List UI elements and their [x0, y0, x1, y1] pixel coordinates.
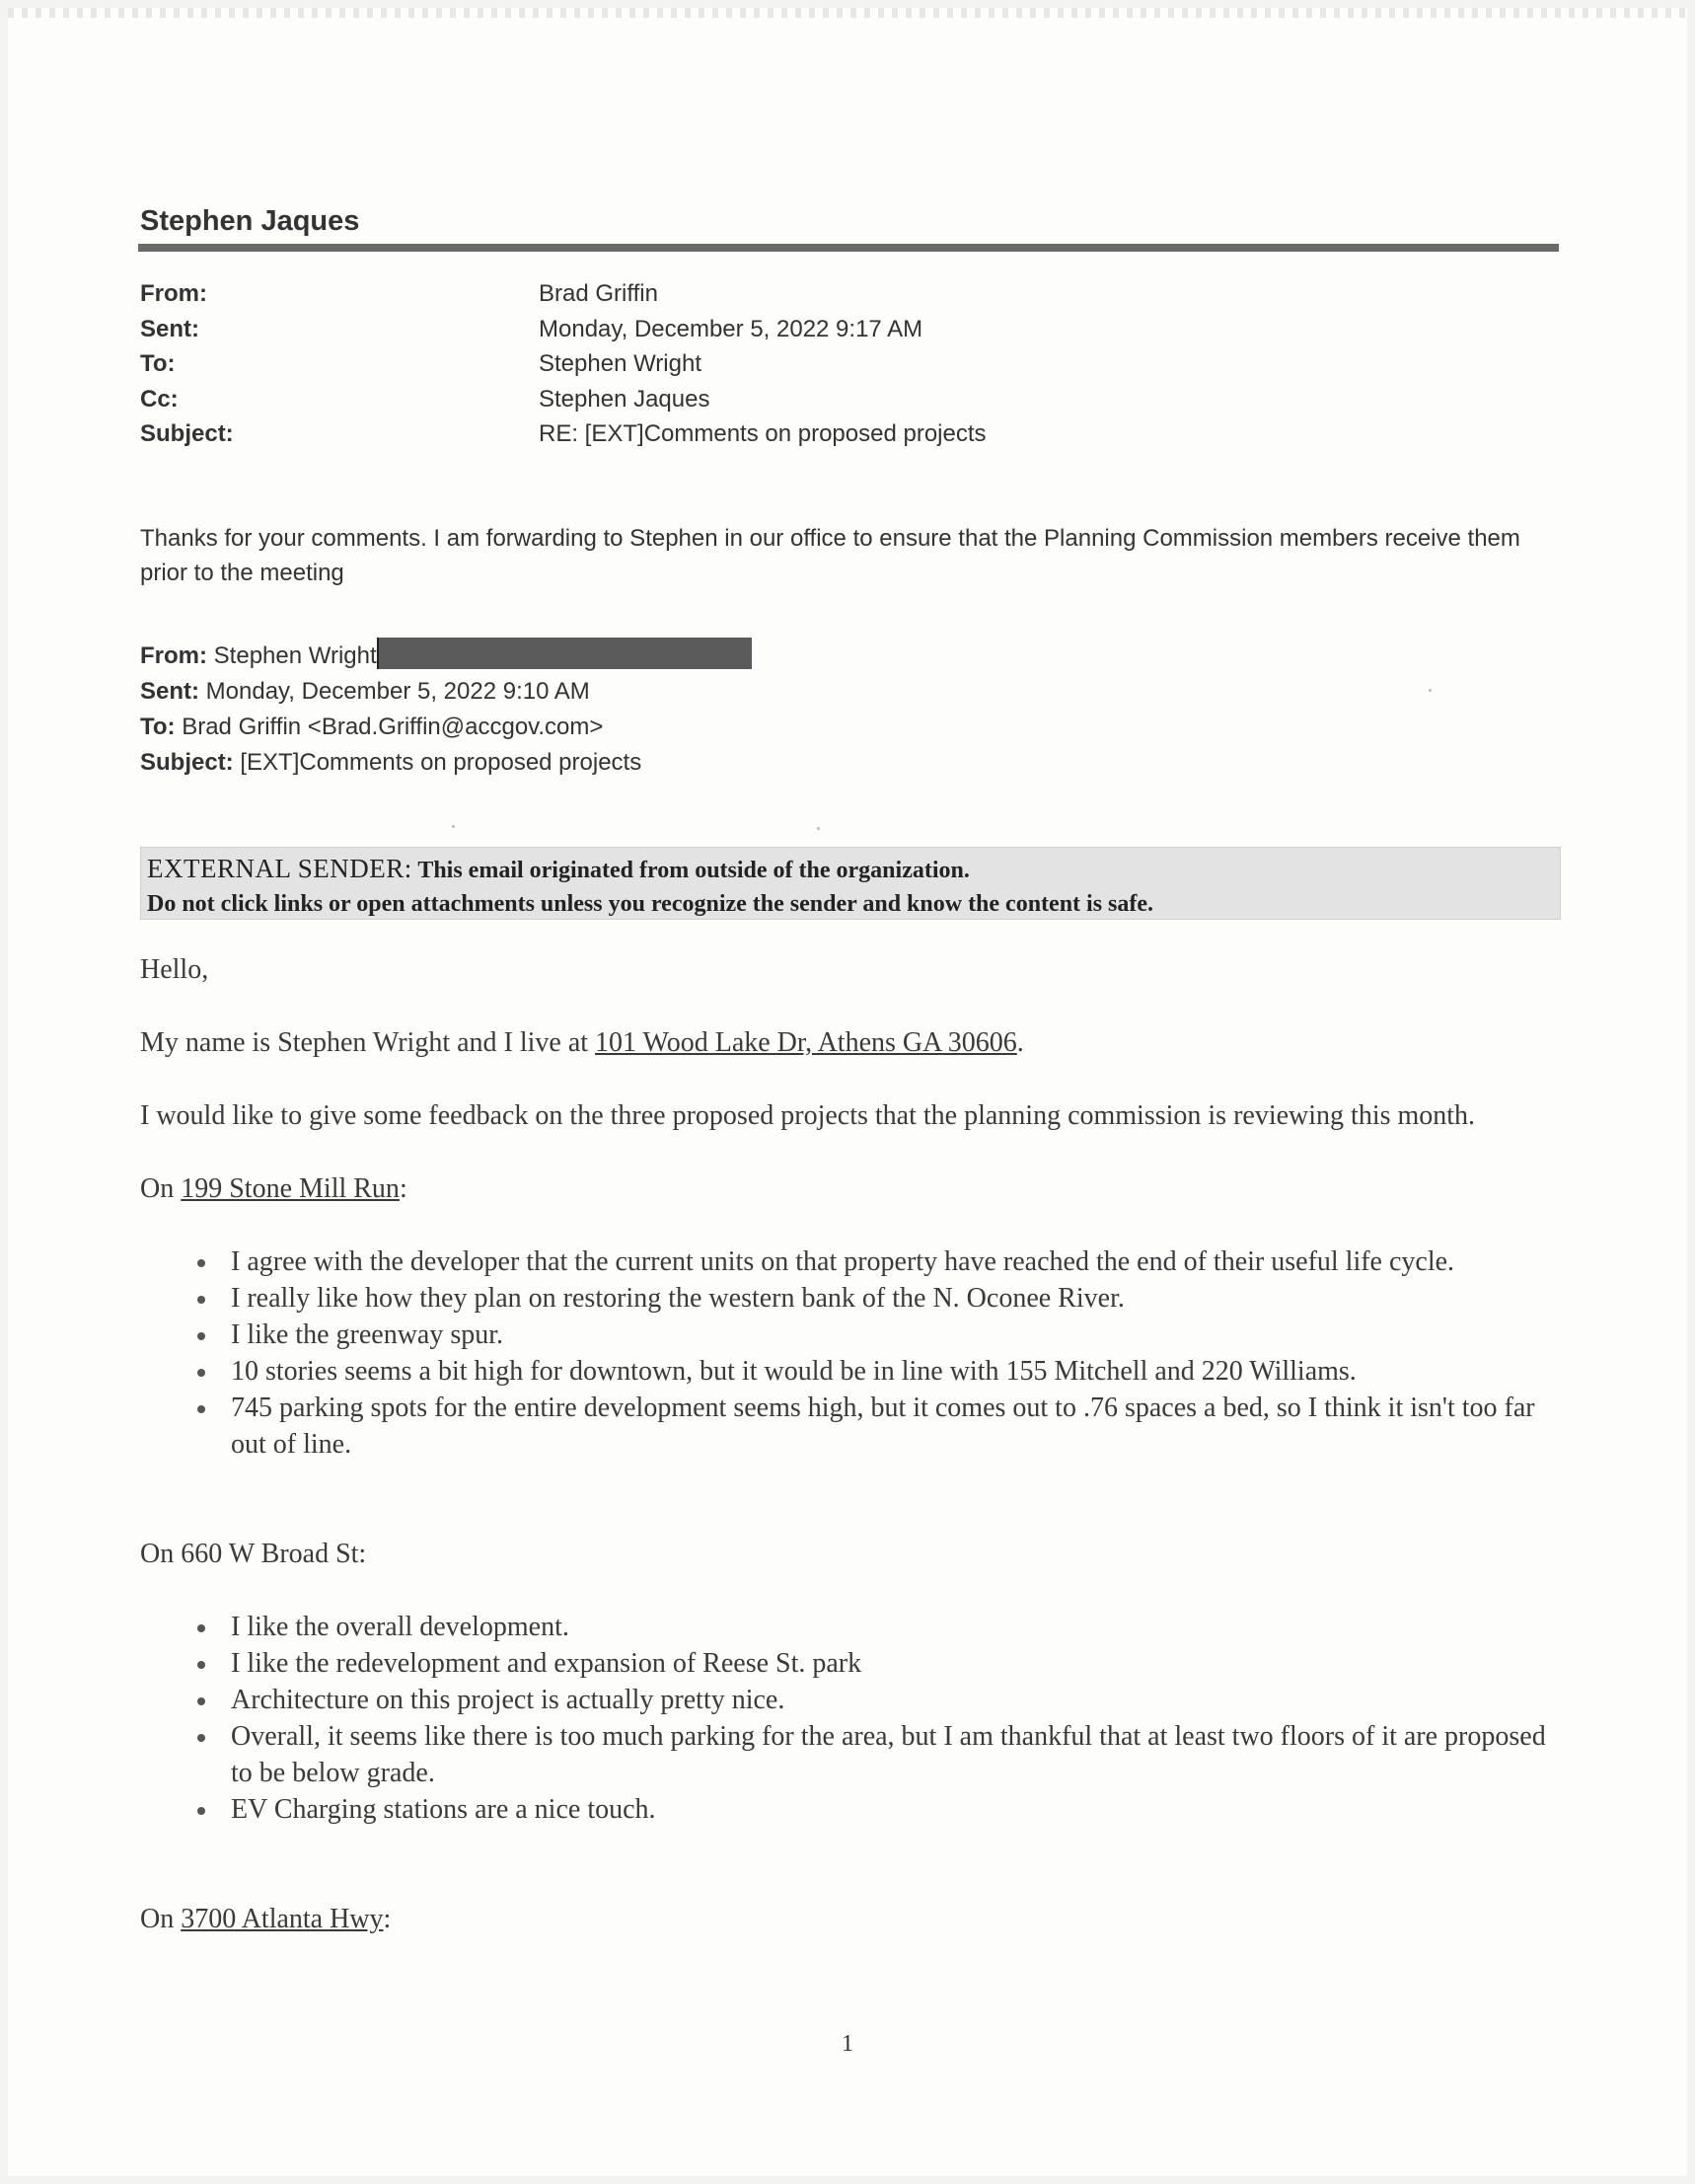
bullet-icon: [197, 1697, 205, 1705]
bullet-icon: [197, 1332, 205, 1340]
section3-address-link[interactable]: 3700 Atlanta Hwy: [181, 1904, 384, 1934]
orig-from-line: [140, 638, 752, 674]
intro-prefix: My name is Stephen Wright and I live at: [140, 1027, 596, 1058]
list-item-text: I like the greenway spur.: [231, 1319, 504, 1350]
scan-speck: [452, 825, 455, 828]
section1-heading: [140, 1170, 1561, 1207]
scan-speck: [1429, 689, 1432, 692]
list-item-text: I like the redevelopment and expansion of Reese St. park: [231, 1648, 862, 1679]
redaction-block: [377, 638, 752, 669]
bullet-icon: [197, 1296, 205, 1304]
list-item-text: I agree with the developer that the current units on that property have reached the end of their useful life cycle.: [231, 1246, 1455, 1277]
orig-subject-line: [140, 745, 752, 781]
meta-from-value: Brad Griffin: [539, 280, 658, 307]
list-item-text: 10 stories seems a bit high for downtown, but it would be in line with 155 Mitchell and 220 Williams.: [231, 1356, 1357, 1387]
section2-bullet-list: [140, 1609, 1561, 1828]
meta-cc-label: Cc:: [140, 385, 179, 413]
list-item: [140, 1609, 1561, 1645]
external-sender-banner: [140, 847, 1561, 920]
section3-prefix: On: [140, 1904, 182, 1934]
header-rule: [138, 244, 1559, 252]
list-item: [140, 1718, 1561, 1791]
orig-subject-label: Subject:: [140, 749, 234, 776]
bullet-icon: [197, 1807, 205, 1815]
list-item: [140, 1791, 1561, 1828]
orig-sent-label: Sent:: [140, 678, 199, 705]
list-item-text: EV Charging stations are a nice touch.: [231, 1794, 656, 1825]
section1-suffix: :: [399, 1173, 407, 1204]
section3-suffix: :: [383, 1904, 392, 1934]
list-item: [140, 1317, 1561, 1353]
banner-line1-text: This email originated from outside of the organization.: [417, 858, 970, 883]
bullet-icon: [197, 1734, 205, 1742]
scan-artifact-top: [8, 8, 1687, 18]
email-body: [140, 951, 1561, 1937]
intro-address-link[interactable]: 101 Wood Lake Dr, Athens GA 30606: [595, 1027, 1017, 1058]
list-item: [140, 1243, 1561, 1280]
meta-to-label: To:: [140, 350, 176, 377]
page-number: 1: [842, 2031, 853, 2057]
orig-to-line: [140, 710, 752, 745]
scan-speck: [817, 827, 820, 830]
list-item-text: Overall, it seems like there is too much parking for the area, but I am thankful that at least two floors of it are proposed to be below grade.: [231, 1721, 1546, 1788]
list-item-text: I like the overall development.: [231, 1612, 569, 1642]
intro-suffix: .: [1016, 1027, 1024, 1058]
list-item: [140, 1280, 1561, 1317]
orig-from-label: From:: [140, 642, 207, 669]
banner-line-2: Do not click links or open attachments unless you recognize the sender and know the content is safe.: [147, 891, 1154, 917]
meta-from-label: From:: [140, 280, 207, 307]
banner-line-1: [147, 852, 1554, 887]
banner-tag: EXTERNAL SENDER:: [147, 854, 412, 883]
list-item: [140, 1353, 1561, 1390]
meta-subject-label: Subject:: [140, 420, 234, 447]
reply-text: Thanks for your comments. I am forwarding to Stephen in our office to ensure that the Planning Commission members receive them prior to the meeting: [140, 525, 1520, 586]
meta-to-value: Stephen Wright: [539, 350, 701, 377]
orig-to-value: Brad Griffin <Brad.Griffin@accgov.com>: [182, 714, 604, 740]
bullet-icon: [197, 1624, 205, 1632]
bullet-icon: [197, 1369, 205, 1377]
orig-sent-line: [140, 674, 752, 710]
section1-address-link[interactable]: 199 Stone Mill Run: [181, 1173, 400, 1204]
meta-sent-label: Sent:: [140, 315, 199, 342]
orig-sent-value: Monday, December 5, 2022 9:10 AM: [205, 678, 590, 705]
list-item: [140, 1682, 1561, 1718]
orig-to-label: To:: [140, 714, 176, 740]
bullet-icon: [197, 1661, 205, 1669]
section3-heading: [140, 1901, 1561, 1937]
bullet-icon: [197, 1259, 205, 1267]
meta-subject-value: RE: [EXT]Comments on proposed projects: [539, 420, 987, 447]
section2-heading: On 660 W Broad St:: [140, 1539, 367, 1569]
intro-paragraph: [140, 1024, 1561, 1061]
feedback-paragraph: I would like to give some feedback on the three proposed projects that the planning commission is reviewing this month.: [140, 1100, 1476, 1131]
bullet-icon: [197, 1405, 205, 1413]
section1-bullet-list: [140, 1243, 1561, 1463]
greeting: Hello,: [140, 954, 209, 985]
list-item-text: 745 parking spots for the entire development seems high, but it comes out to .76 spaces a bed, so I think it isn't too far out of line.: [231, 1393, 1535, 1460]
meta-sent-value: Monday, December 5, 2022 9:17 AM: [539, 315, 923, 342]
list-item: [140, 1390, 1561, 1463]
original-email-header: [140, 638, 752, 781]
meta-cc-value: Stephen Jaques: [539, 385, 710, 413]
scanned-page: [8, 8, 1687, 2176]
list-item: [140, 1645, 1561, 1682]
list-item-text: Architecture on this project is actually pretty nice.: [231, 1685, 785, 1715]
print-header-name: Stephen Jaques: [140, 205, 360, 237]
orig-subject-value: [EXT]Comments on proposed projects: [240, 749, 642, 776]
list-item-text: I really like how they plan on restoring the western bank of the N. Oconee River.: [231, 1283, 1125, 1314]
orig-from-value: Stephen Wright: [213, 642, 377, 669]
section1-prefix: On: [140, 1173, 182, 1204]
